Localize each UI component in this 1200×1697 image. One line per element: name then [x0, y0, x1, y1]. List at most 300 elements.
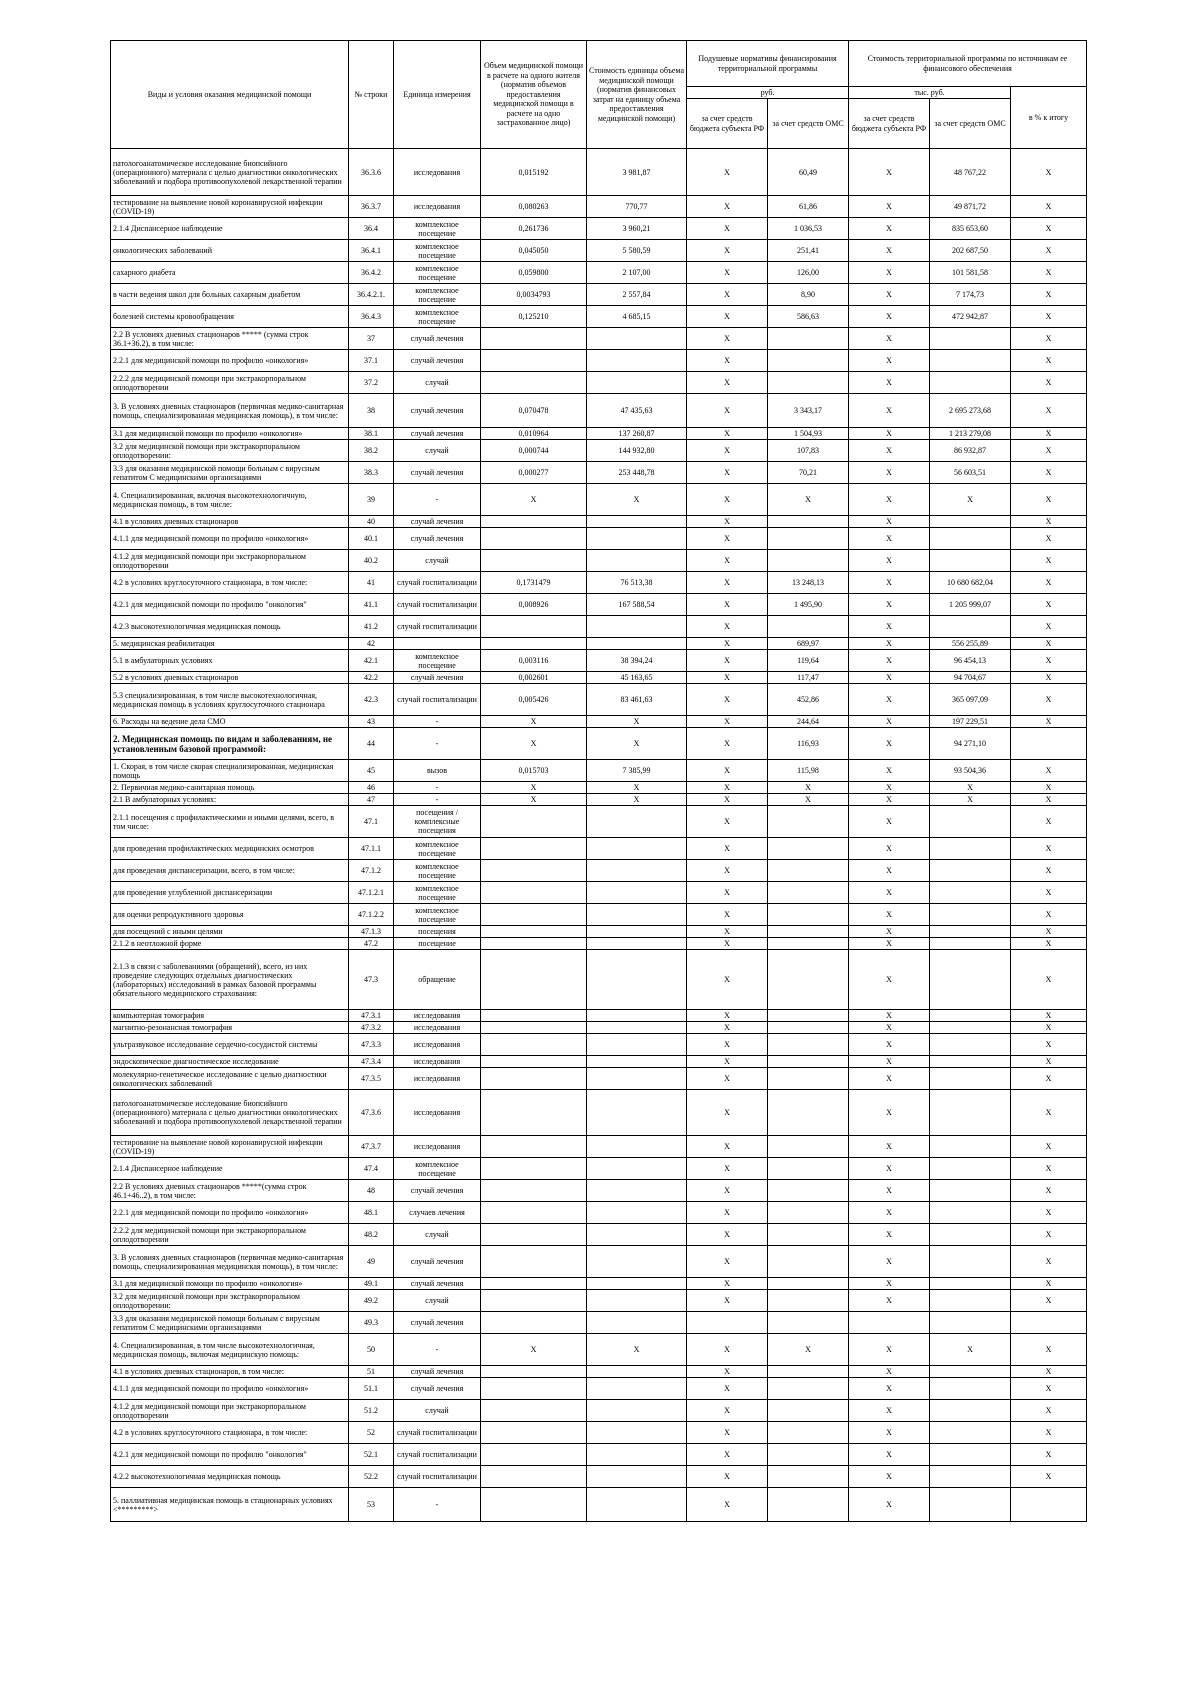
row-name-cell: для проведения профилактических медицинских осмотров	[111, 838, 349, 860]
row-percent-cell: X	[1011, 1202, 1087, 1224]
row-volume-cell: 0,070478	[481, 394, 587, 428]
table-row	[111, 1488, 1087, 1522]
row-name-cell: 3.2 для медицинской помощи при экстракорпоральном оплодотворении:	[111, 1290, 349, 1312]
row-number-cell: 47.1.2.1	[349, 882, 394, 904]
row-oms-program-cell	[930, 1022, 1011, 1034]
row-percent-cell: X	[1011, 650, 1087, 672]
row-oms-percapita-cell	[768, 1278, 849, 1290]
row-budget-percapita-cell: X	[687, 638, 768, 650]
row-oms-program-cell: 48 767,22	[930, 149, 1011, 196]
row-volume-cell: X	[481, 782, 587, 794]
row-percent-cell: X	[1011, 1378, 1087, 1400]
table-row	[111, 462, 1087, 484]
row-unit-cell: случай лечения	[394, 528, 481, 550]
table-row	[111, 1180, 1087, 1202]
table-row	[111, 938, 1087, 950]
row-volume-cell	[481, 1400, 587, 1422]
row-percent-cell: X	[1011, 149, 1087, 196]
row-oms-percapita-cell: 1 036,53	[768, 218, 849, 240]
row-number-cell: 36.3.7	[349, 196, 394, 218]
row-name-cell: 4.2 в условиях круглосуточного стационара, в том числе:	[111, 1422, 349, 1444]
row-budget-percapita-cell: X	[687, 1158, 768, 1180]
row-volume-cell	[481, 1180, 587, 1202]
row-budget-percapita-cell: X	[687, 1378, 768, 1400]
row-name-cell: 5. медицинская реабилитация	[111, 638, 349, 650]
row-cost-cell: X	[587, 1334, 687, 1366]
row-budget-percapita-cell: X	[687, 794, 768, 806]
table-row	[111, 350, 1087, 372]
row-oms-program-cell	[930, 1202, 1011, 1224]
row-budget-percapita-cell: X	[687, 760, 768, 782]
row-oms-percapita-cell	[768, 838, 849, 860]
row-oms-percapita-cell	[768, 1136, 849, 1158]
row-percent-cell: X	[1011, 1180, 1087, 1202]
row-budget-program-cell: X	[849, 860, 930, 882]
row-number-cell: 53	[349, 1488, 394, 1522]
row-oms-percapita-cell: 115,98	[768, 760, 849, 782]
table-row	[111, 638, 1087, 650]
row-cost-cell	[587, 1290, 687, 1312]
row-unit-cell: случай лечения	[394, 350, 481, 372]
row-percent-cell: X	[1011, 462, 1087, 484]
row-cost-cell: X	[587, 716, 687, 728]
row-volume-cell	[481, 350, 587, 372]
row-oms-percapita-cell: 8,90	[768, 284, 849, 306]
row-number-cell: 47.3.1	[349, 1010, 394, 1022]
row-percent-cell: X	[1011, 1422, 1087, 1444]
table-row	[111, 650, 1087, 672]
row-volume-cell	[481, 328, 587, 350]
table-row	[111, 1224, 1087, 1246]
row-oms-percapita-cell	[768, 1090, 849, 1136]
table-row	[111, 594, 1087, 616]
row-volume-cell: X	[481, 484, 587, 516]
row-oms-program-cell: 10 680 682,04	[930, 572, 1011, 594]
row-budget-program-cell: X	[849, 484, 930, 516]
row-oms-percapita-cell	[768, 328, 849, 350]
row-volume-cell	[481, 926, 587, 938]
row-cost-cell: 4 685,15	[587, 306, 687, 328]
row-volume-cell	[481, 1010, 587, 1022]
row-oms-percapita-cell	[768, 806, 849, 838]
row-oms-program-cell	[930, 1068, 1011, 1090]
row-budget-program-cell: X	[849, 428, 930, 440]
header-program-cost: Стоимость территориальной программы по источникам ее финансового обеспечения	[849, 41, 1087, 87]
row-name-cell: 1. Скорая, в том числе скорая специализированная, медицинская помощь	[111, 760, 349, 782]
row-budget-percapita-cell: X	[687, 1068, 768, 1090]
row-name-cell: 2.1.4 Диспансерное наблюдение	[111, 1158, 349, 1180]
row-cost-cell	[587, 616, 687, 638]
row-oms-program-cell: 93 504,36	[930, 760, 1011, 782]
row-budget-program-cell: X	[849, 1366, 930, 1378]
row-budget-percapita-cell: X	[687, 594, 768, 616]
row-cost-cell	[587, 1034, 687, 1056]
row-unit-cell: случай лечения	[394, 428, 481, 440]
row-number-cell: 41.2	[349, 616, 394, 638]
row-number-cell: 47.3.3	[349, 1034, 394, 1056]
row-oms-program-cell	[930, 860, 1011, 882]
row-budget-program-cell: X	[849, 306, 930, 328]
row-oms-percapita-cell	[768, 1202, 849, 1224]
table-row	[111, 516, 1087, 528]
row-budget-percapita-cell: X	[687, 516, 768, 528]
row-name-cell: ультразвуковое исследование сердечно-сосудистой системы	[111, 1034, 349, 1056]
row-unit-cell: посещение	[394, 938, 481, 950]
row-oms-percapita-cell: 117,47	[768, 672, 849, 684]
header-cost: Стоимость единицы объема медицинской помощи (норматив финансовых затрат на единицу объема предоставления медицинской помощи)	[587, 41, 687, 149]
row-unit-cell: случай лечения	[394, 1312, 481, 1334]
row-unit-cell: -	[394, 794, 481, 806]
row-cost-cell	[587, 882, 687, 904]
header-percapita: Подушевые нормативы финансирования территориальной программы	[687, 41, 849, 87]
row-percent-cell: X	[1011, 1444, 1087, 1466]
table-row	[111, 196, 1087, 218]
row-percent-cell: X	[1011, 1056, 1087, 1068]
row-oms-percapita-cell: 116,93	[768, 728, 849, 760]
row-name-cell: 2.2.1 для медицинской помощи по профилю «онкология»	[111, 350, 349, 372]
table-row	[111, 428, 1087, 440]
row-name-cell: 4.2.1 для медицинской помощи по профилю "онкология"	[111, 594, 349, 616]
row-unit-cell: случай	[394, 1400, 481, 1422]
row-volume-cell	[481, 1290, 587, 1312]
row-volume-cell	[481, 1068, 587, 1090]
row-number-cell: 47.2	[349, 938, 394, 950]
row-oms-program-cell	[930, 1010, 1011, 1022]
row-unit-cell: случай лечения	[394, 1378, 481, 1400]
row-unit-cell: исследования	[394, 1010, 481, 1022]
row-oms-percapita-cell	[768, 1312, 849, 1334]
row-number-cell: 40.2	[349, 550, 394, 572]
table-row	[111, 440, 1087, 462]
row-budget-percapita-cell: X	[687, 1334, 768, 1366]
row-percent-cell	[1011, 1488, 1087, 1522]
row-unit-cell: обращение	[394, 950, 481, 1010]
row-number-cell: 43	[349, 716, 394, 728]
row-percent-cell: X	[1011, 684, 1087, 716]
row-oms-percapita-cell	[768, 1056, 849, 1068]
row-budget-percapita-cell: X	[687, 328, 768, 350]
row-budget-program-cell: X	[849, 218, 930, 240]
row-number-cell: 45	[349, 760, 394, 782]
row-volume-cell	[481, 838, 587, 860]
row-volume-cell	[481, 1466, 587, 1488]
row-cost-cell	[587, 328, 687, 350]
row-number-cell: 47.3.6	[349, 1090, 394, 1136]
row-number-cell: 39	[349, 484, 394, 516]
row-budget-program-cell: X	[849, 284, 930, 306]
row-cost-cell	[587, 1056, 687, 1068]
row-unit-cell: случай лечения	[394, 1366, 481, 1378]
table-row	[111, 1022, 1087, 1034]
table-row	[111, 1444, 1087, 1466]
row-unit-cell: -	[394, 1334, 481, 1366]
row-budget-program-cell: X	[849, 1224, 930, 1246]
row-number-cell: 40	[349, 516, 394, 528]
row-cost-cell	[587, 1136, 687, 1158]
row-volume-cell	[481, 882, 587, 904]
row-budget-program-cell: X	[849, 572, 930, 594]
row-volume-cell: 0,059800	[481, 262, 587, 284]
row-budget-percapita-cell: X	[687, 306, 768, 328]
row-budget-percapita-cell: X	[687, 428, 768, 440]
row-oms-program-cell	[930, 1488, 1011, 1522]
row-budget-program-cell: X	[849, 1334, 930, 1366]
row-name-cell: 2.1 В амбулаторных условиях:	[111, 794, 349, 806]
row-name-cell: компьютерная томография	[111, 1010, 349, 1022]
row-oms-percapita-cell	[768, 1290, 849, 1312]
row-name-cell: патологоанатомическое исследование биопсийного (операционного) материала с целью диагностики онкологических заболеваний и подбора противоопухолевой лекарственной терапии	[111, 1090, 349, 1136]
row-volume-cell: X	[481, 794, 587, 806]
row-unit-cell: случай лечения	[394, 1246, 481, 1278]
row-percent-cell: X	[1011, 904, 1087, 926]
row-budget-percapita-cell: X	[687, 528, 768, 550]
row-volume-cell	[481, 1488, 587, 1522]
row-budget-program-cell: X	[849, 1180, 930, 1202]
row-budget-percapita-cell: X	[687, 262, 768, 284]
row-percent-cell: X	[1011, 1068, 1087, 1090]
header-name: Виды и условия оказания медицинской помощи	[111, 41, 349, 149]
row-oms-percapita-cell: 251,41	[768, 240, 849, 262]
row-budget-program-cell: X	[849, 328, 930, 350]
row-oms-percapita-cell: X	[768, 1334, 849, 1366]
row-budget-percapita-cell: X	[687, 484, 768, 516]
table-row	[111, 1366, 1087, 1378]
header-oms-percapita: за счет средств ОМС	[768, 99, 849, 149]
row-volume-cell: 0,045050	[481, 240, 587, 262]
table-row	[111, 550, 1087, 572]
table-row	[111, 1010, 1087, 1022]
header-percent-total: в % к итогу	[1011, 87, 1087, 149]
row-cost-cell	[587, 1158, 687, 1180]
row-percent-cell: X	[1011, 372, 1087, 394]
row-cost-cell: X	[587, 794, 687, 806]
row-oms-percapita-cell	[768, 350, 849, 372]
row-name-cell: 3.1 для медицинской помощи по профилю «онкология»	[111, 428, 349, 440]
row-unit-cell: случай	[394, 372, 481, 394]
table-row	[111, 716, 1087, 728]
row-oms-program-cell: 2 695 273,68	[930, 394, 1011, 428]
row-cost-cell	[587, 1090, 687, 1136]
row-cost-cell: X	[587, 728, 687, 760]
header-budget-percapita: за счет средств бюджета субъекта РФ	[687, 99, 768, 149]
table-row	[111, 728, 1087, 760]
row-number-cell: 38	[349, 394, 394, 428]
row-cost-cell: 3 981,87	[587, 149, 687, 196]
row-percent-cell: X	[1011, 1034, 1087, 1056]
row-budget-percapita-cell: X	[687, 1466, 768, 1488]
row-budget-program-cell: X	[849, 882, 930, 904]
row-oms-percapita-cell	[768, 1068, 849, 1090]
row-name-cell: 4.1 в условиях дневных стационаров, в том числе:	[111, 1366, 349, 1378]
row-cost-cell: X	[587, 484, 687, 516]
row-budget-percapita-cell: X	[687, 1136, 768, 1158]
row-oms-program-cell	[930, 1278, 1011, 1290]
row-number-cell: 41	[349, 572, 394, 594]
table-row	[111, 1290, 1087, 1312]
row-volume-cell	[481, 1378, 587, 1400]
row-unit-cell: комплексное посещение	[394, 284, 481, 306]
row-cost-cell: 253 448,78	[587, 462, 687, 484]
row-name-cell: 4.2.2 высокотехнологичная медицинская помощь	[111, 1466, 349, 1488]
row-budget-percapita-cell: X	[687, 684, 768, 716]
row-oms-program-cell	[930, 350, 1011, 372]
row-volume-cell	[481, 1202, 587, 1224]
row-unit-cell: исследования	[394, 1136, 481, 1158]
row-oms-program-cell: X	[930, 484, 1011, 516]
row-oms-percapita-cell	[768, 1466, 849, 1488]
row-name-cell: 4.1.2 для медицинской помощи при экстракорпоральном оплодотворении	[111, 550, 349, 572]
row-budget-percapita-cell: X	[687, 1290, 768, 1312]
row-budget-program-cell: X	[849, 350, 930, 372]
row-percent-cell: X	[1011, 218, 1087, 240]
row-budget-program-cell: X	[849, 684, 930, 716]
row-cost-cell	[587, 926, 687, 938]
row-name-cell: 4.1.1 для медицинской помощи по профилю «онкология»	[111, 528, 349, 550]
row-budget-program-cell: X	[849, 1466, 930, 1488]
row-cost-cell	[587, 1466, 687, 1488]
row-oms-percapita-cell	[768, 1180, 849, 1202]
row-number-cell: 42.2	[349, 672, 394, 684]
row-budget-percapita-cell: X	[687, 716, 768, 728]
row-volume-cell	[481, 1022, 587, 1034]
row-volume-cell	[481, 1246, 587, 1278]
row-unit-cell: случай лечения	[394, 516, 481, 528]
row-oms-program-cell	[930, 1180, 1011, 1202]
row-oms-program-cell: 94 704,67	[930, 672, 1011, 684]
row-budget-program-cell: X	[849, 462, 930, 484]
row-oms-program-cell: 835 653,60	[930, 218, 1011, 240]
row-cost-cell	[587, 904, 687, 926]
row-budget-program-cell: X	[849, 1068, 930, 1090]
table-row	[111, 1158, 1087, 1180]
row-unit-cell: случай госпитализации	[394, 594, 481, 616]
row-budget-program-cell: X	[849, 782, 930, 794]
row-cost-cell	[587, 1312, 687, 1334]
row-budget-percapita-cell: X	[687, 728, 768, 760]
row-unit-cell: вызов	[394, 760, 481, 782]
row-number-cell: 47	[349, 794, 394, 806]
row-cost-cell	[587, 938, 687, 950]
row-cost-cell: 5 580,59	[587, 240, 687, 262]
row-budget-program-cell	[849, 1312, 930, 1334]
row-cost-cell	[587, 1400, 687, 1422]
row-budget-program-cell: X	[849, 1034, 930, 1056]
row-volume-cell	[481, 1034, 587, 1056]
row-name-cell: 2.1.3 в связи с заболеваниями (обращений), всего, из них проведение следующих отдельных диагностических (лабораторных) исследований в рамках базовой программы обязательного медицинского страхования:	[111, 950, 349, 1010]
row-oms-program-cell: X	[930, 1334, 1011, 1366]
row-name-cell: 2.1.1 посещения с профилактическими и иными целями, всего, в том числе:	[111, 806, 349, 838]
row-name-cell: 2.2.1 для медицинской помощи по профилю «онкология»	[111, 1202, 349, 1224]
row-volume-cell	[481, 1136, 587, 1158]
row-oms-percapita-cell	[768, 1444, 849, 1466]
row-name-cell: 4.2.1 для медицинской помощи по профилю "онкология"	[111, 1444, 349, 1466]
row-number-cell: 44	[349, 728, 394, 760]
row-oms-program-cell	[930, 528, 1011, 550]
table-row	[111, 1056, 1087, 1068]
table-row	[111, 240, 1087, 262]
row-unit-cell: комплексное посещение	[394, 262, 481, 284]
row-volume-cell: 0,0034793	[481, 284, 587, 306]
table-row	[111, 1034, 1087, 1056]
row-budget-percapita-cell: X	[687, 882, 768, 904]
row-percent-cell: X	[1011, 882, 1087, 904]
row-percent-cell: X	[1011, 1278, 1087, 1290]
row-budget-percapita-cell: X	[687, 350, 768, 372]
row-budget-program-cell: X	[849, 528, 930, 550]
row-oms-percapita-cell	[768, 1400, 849, 1422]
row-number-cell: 51	[349, 1366, 394, 1378]
row-number-cell: 38.2	[349, 440, 394, 462]
row-number-cell: 42.3	[349, 684, 394, 716]
row-cost-cell	[587, 1366, 687, 1378]
row-name-cell: 2.2.2 для медицинской помощи при экстракорпоральном оплодотворении	[111, 1224, 349, 1246]
row-number-cell: 52.2	[349, 1466, 394, 1488]
row-budget-percapita-cell: X	[687, 860, 768, 882]
row-unit-cell: случай лечения	[394, 394, 481, 428]
row-oms-program-cell: X	[930, 794, 1011, 806]
row-number-cell: 48.2	[349, 1224, 394, 1246]
row-oms-percapita-cell: X	[768, 782, 849, 794]
row-volume-cell	[481, 1278, 587, 1290]
table-row	[111, 1068, 1087, 1090]
row-oms-program-cell	[930, 550, 1011, 572]
row-name-cell: 2. Первичная медико-санитарная помощь	[111, 782, 349, 794]
row-volume-cell: 0,261736	[481, 218, 587, 240]
row-budget-program-cell: X	[849, 938, 930, 950]
row-number-cell: 37.2	[349, 372, 394, 394]
row-oms-percapita-cell	[768, 904, 849, 926]
row-unit-cell: комплексное посещение	[394, 218, 481, 240]
row-unit-cell: случай	[394, 1290, 481, 1312]
row-name-cell: в части ведения школ для больных сахарным диабетом	[111, 284, 349, 306]
table-row	[111, 1378, 1087, 1400]
row-budget-percapita-cell: X	[687, 1224, 768, 1246]
table-row	[111, 672, 1087, 684]
row-budget-program-cell: X	[849, 149, 930, 196]
row-number-cell: 36.4.3	[349, 306, 394, 328]
row-cost-cell	[587, 1422, 687, 1444]
row-percent-cell: X	[1011, 782, 1087, 794]
row-percent-cell: X	[1011, 794, 1087, 806]
table-row	[111, 572, 1087, 594]
row-percent-cell: X	[1011, 672, 1087, 684]
row-budget-program-cell: X	[849, 1378, 930, 1400]
header-row-number: № строки	[349, 41, 394, 149]
table-header	[111, 41, 1087, 149]
row-oms-program-cell	[930, 616, 1011, 638]
row-oms-percapita-cell	[768, 372, 849, 394]
row-budget-program-cell: X	[849, 672, 930, 684]
row-percent-cell	[1011, 728, 1087, 760]
row-oms-percapita-cell	[768, 528, 849, 550]
row-budget-percapita-cell: X	[687, 462, 768, 484]
row-percent-cell: X	[1011, 394, 1087, 428]
row-percent-cell: X	[1011, 838, 1087, 860]
row-volume-cell	[481, 616, 587, 638]
row-name-cell: 2.2 В условиях дневных стационаров ***** (сумма строк 36.1+36.2), в том числе:	[111, 328, 349, 350]
row-volume-cell: 0,005426	[481, 684, 587, 716]
table-row	[111, 484, 1087, 516]
row-budget-program-cell: X	[849, 806, 930, 838]
row-unit-cell: комплексное посещение	[394, 904, 481, 926]
row-name-cell: 4.1.1 для медицинской помощи по профилю «онкология»	[111, 1378, 349, 1400]
row-unit-cell: случай лечения	[394, 1180, 481, 1202]
row-cost-cell	[587, 1444, 687, 1466]
row-cost-cell: 7 385,99	[587, 760, 687, 782]
row-budget-program-cell: X	[849, 262, 930, 284]
row-budget-percapita-cell: X	[687, 938, 768, 950]
row-unit-cell: случай госпитализации	[394, 684, 481, 716]
